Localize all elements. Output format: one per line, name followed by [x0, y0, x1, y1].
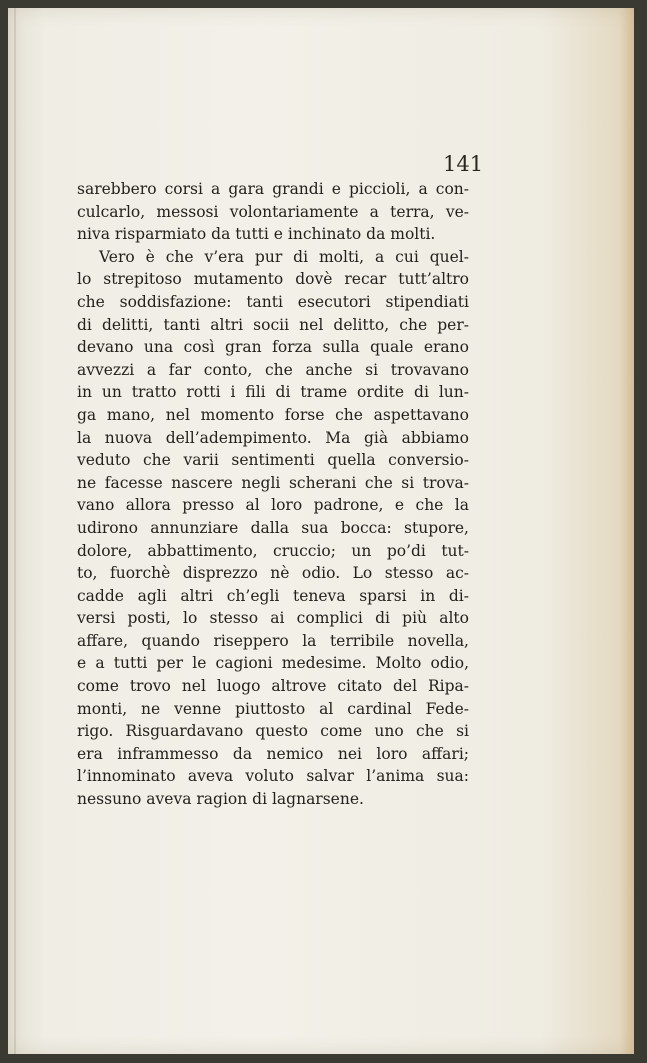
text-line: di delitti, tanti altri socii nel delitto, che per- [77, 315, 469, 334]
text-line: la nuova dell’adempimento. Ma già abbiamo [77, 428, 469, 447]
page-number: 141 [443, 152, 484, 176]
text-line: era inframmesso da nemico nei loro affari; [77, 744, 469, 763]
text-line: che soddisfazione: tanti esecutori stipendiati [77, 292, 469, 311]
text-line: vano allora presso al loro padrone, e che la [77, 496, 469, 515]
paragraph-start-line: Vero è che v’era pur di molti, a cui quel- [99, 247, 469, 266]
text-line: e a tutti per le cagioni medesime. Molto odio, [77, 654, 469, 673]
text-line: niva risparmiato da tutti e inchinato da molti. [77, 225, 436, 244]
text-line: dolore, abbattimento, cruccio; un po’di tut- [77, 541, 469, 560]
text-line: sarebbero corsi a gara grandi e piccioli, a con- [77, 180, 469, 198]
text-line: versi posti, lo stesso ai complici di più alto [77, 609, 469, 628]
text-line: in un tratto rotti i fili di trame ordite di lun- [77, 383, 469, 402]
text-line: lo strepitoso mutamento dovè recar tutt’altro [77, 270, 469, 289]
text-line: veduto che varii sentimenti quella conversio- [77, 451, 469, 470]
text-line: affare, quando riseppero la terribile novella, [77, 631, 469, 650]
text-line: ga mano, nel momento forse che aspettavano [77, 405, 469, 424]
text-line: to, fuorchè disprezzo nè odio. Lo stesso ac- [77, 564, 469, 583]
text-line: ne facesse nascere negli scherani che si trova- [77, 473, 469, 492]
body-text [77, 178, 469, 811]
text-line: udirono annunziare dalla sua bocca: stupore, [77, 518, 469, 537]
book-page [8, 8, 634, 1054]
text-line: l’innominato aveva voluto salvar l’anima sua: [77, 767, 469, 786]
binding-edge [14, 8, 16, 1054]
text-line: nessuno aveva ragion di lagnarsene. [77, 790, 364, 809]
text-line: devano una così gran forza sulla quale erano [77, 338, 469, 357]
text-line: come trovo nel luogo altrove citato del Ripa- [77, 677, 469, 696]
text-line: avvezzi a far conto, che anche si trovavano [77, 360, 469, 379]
text-line: monti, ne venne piuttosto al cardinal Fede- [77, 699, 469, 718]
text-line: culcarlo, messosi volontariamente a terra, ve- [77, 202, 469, 221]
page-edge-stain [620, 8, 634, 1054]
text-line: cadde agli altri ch’egli teneva sparsi in di- [77, 586, 469, 605]
text-line: rigo. Risguardavano questo come uno che si [77, 722, 469, 741]
